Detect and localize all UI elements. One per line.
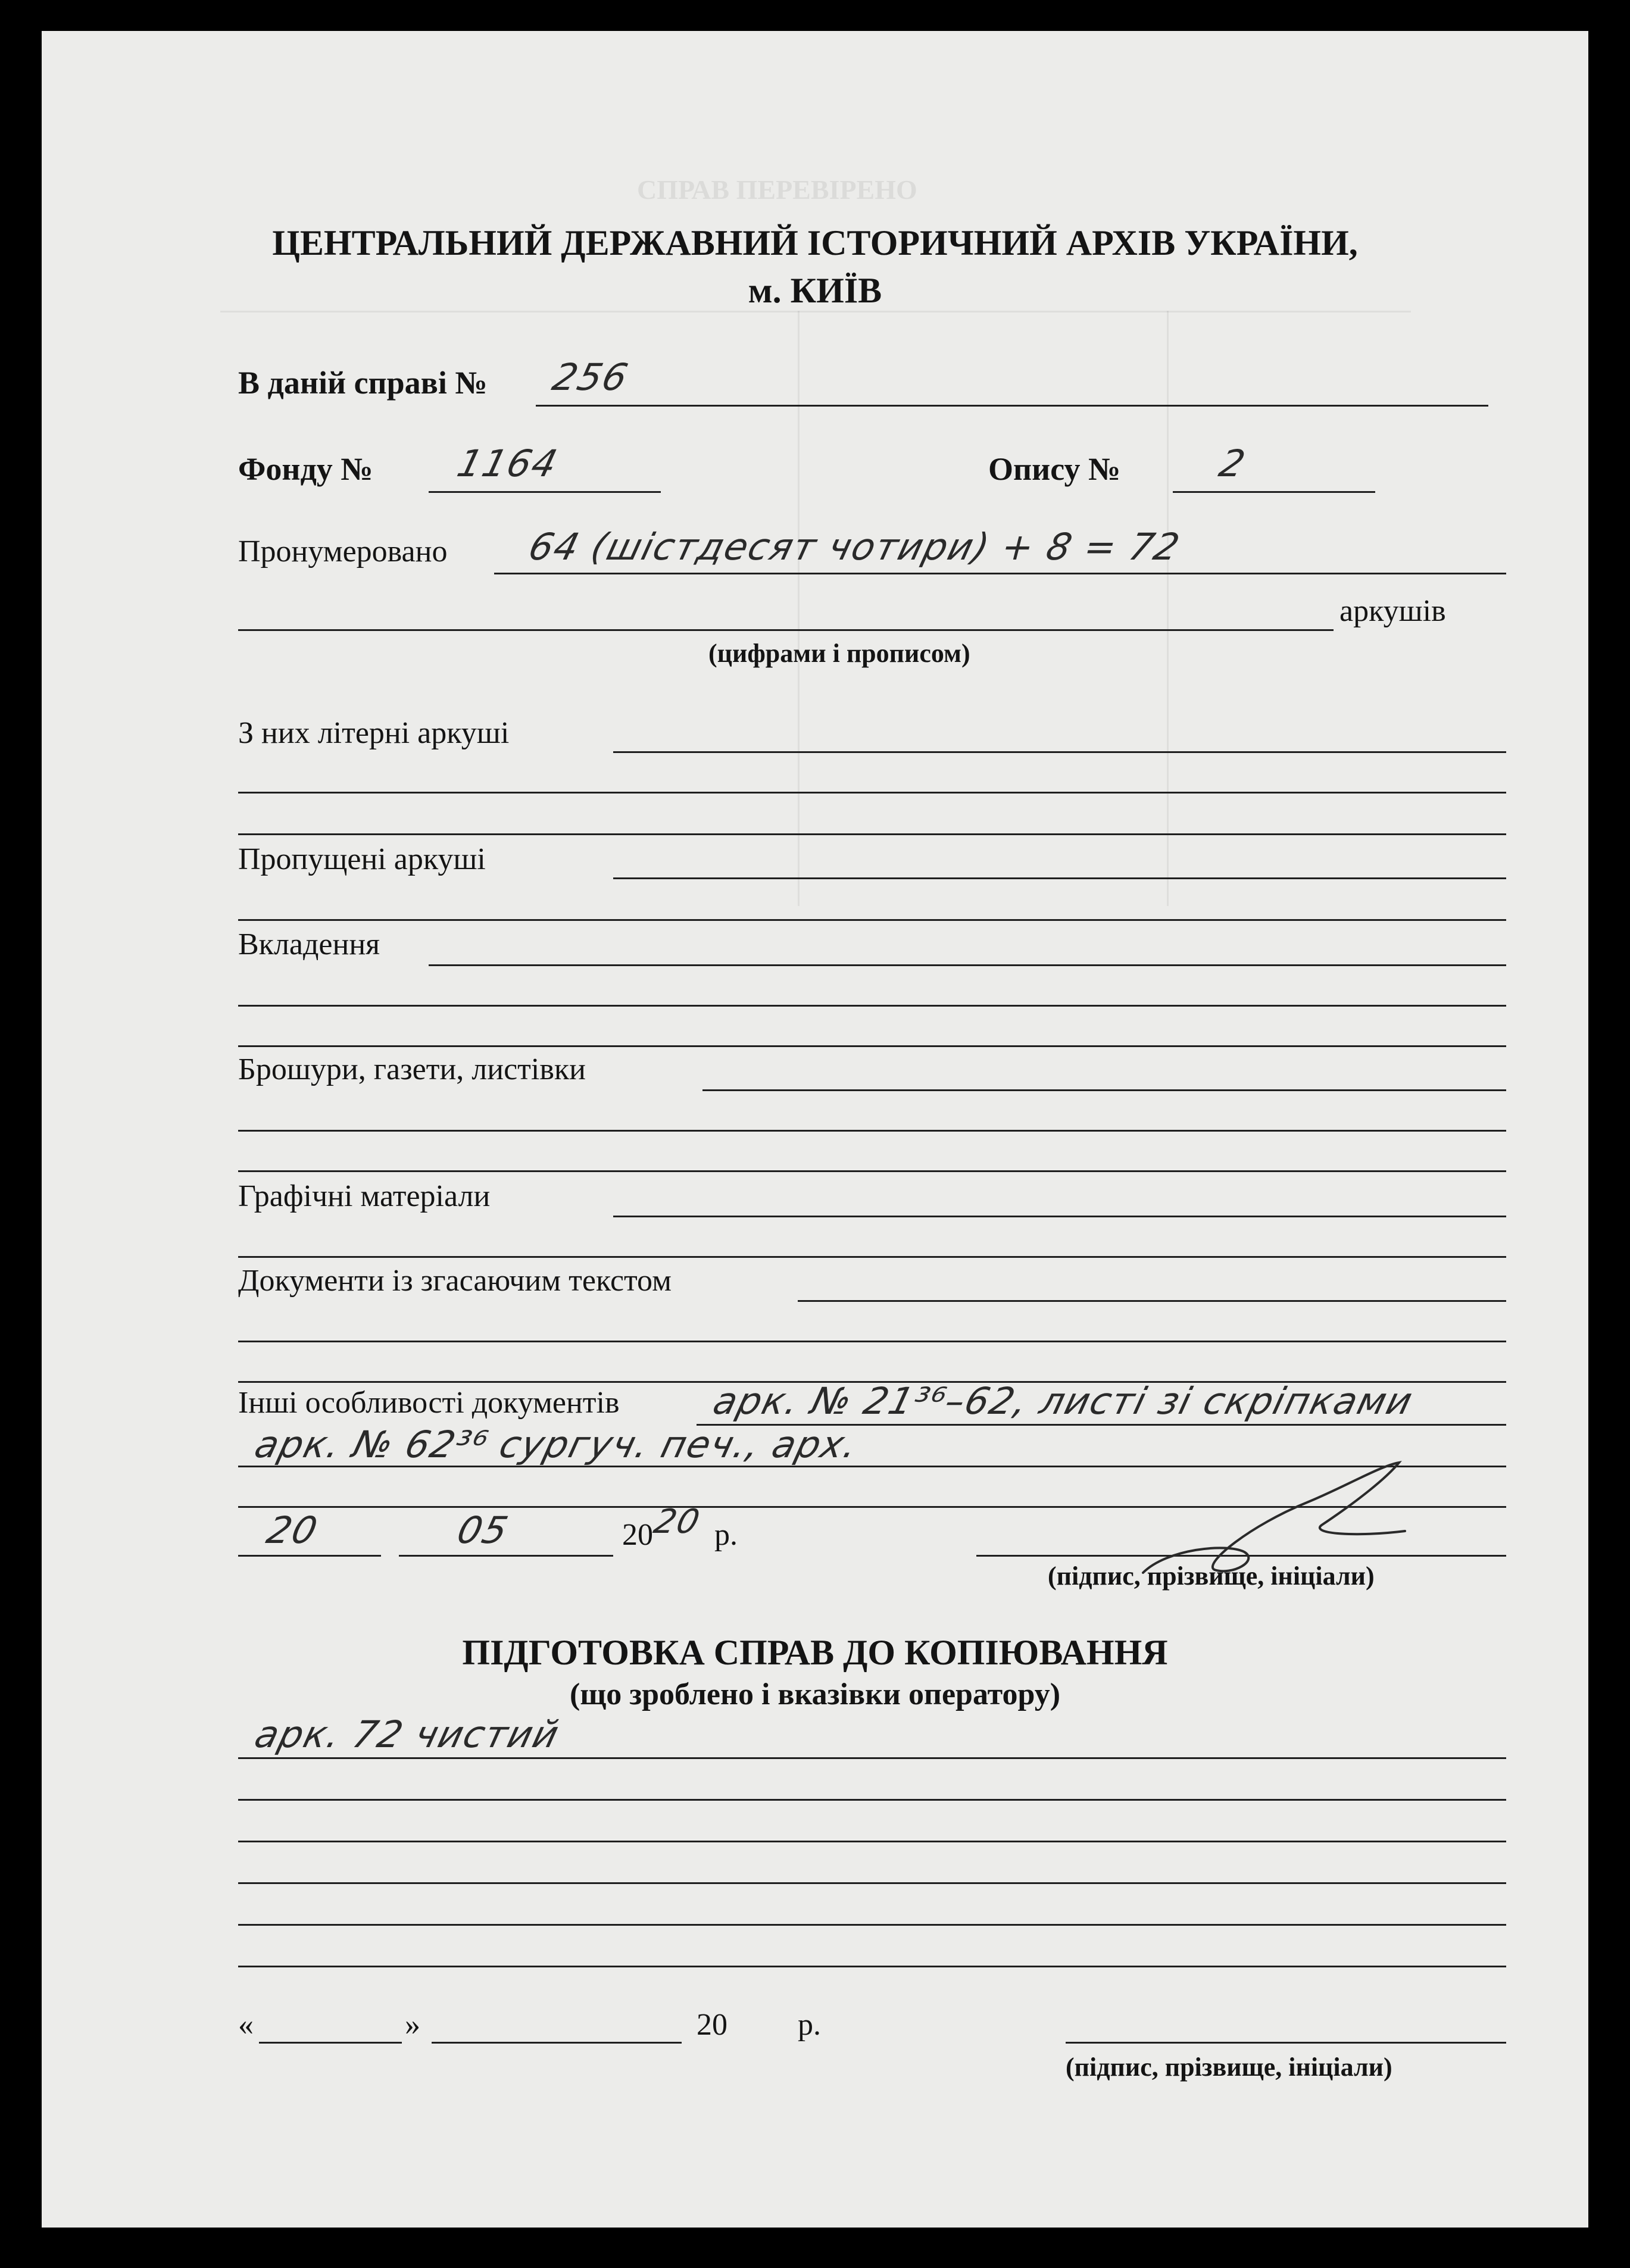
date2-day-line[interactable] [259, 2042, 402, 2044]
date-month-line [399, 1555, 613, 1557]
fading-docs-line-2[interactable] [238, 1341, 1506, 1342]
liter-sheets-line-2[interactable] [238, 792, 1506, 794]
date-day-line [238, 1555, 381, 1557]
case-number-label: В даній справі № [238, 365, 488, 401]
other-features-label: Інші особливості документів [238, 1386, 620, 1420]
copying-notes-line-2[interactable] [238, 1799, 1506, 1801]
numbered-line [494, 573, 1506, 574]
show-through-text: СПРАВ ПЕРЕВІРЕНО [637, 174, 917, 205]
date-year-value[interactable]: 20 [649, 1502, 705, 1541]
skipped-sheets-line[interactable] [613, 877, 1506, 879]
copying-notes-line-1 [238, 1757, 1506, 1759]
opys-label: Опису № [988, 451, 1121, 487]
skipped-sheets-label: Пропущені аркуші [238, 842, 486, 876]
copying-notes-value[interactable]: арк. 72 чистий [250, 1713, 564, 1756]
archive-form-sheet [42, 31, 1588, 2228]
enclosures-line[interactable] [429, 964, 1506, 966]
date2-close-quote: » [405, 2008, 420, 2042]
opys-line [1173, 491, 1375, 493]
numbered-hint: (цифрами і прописом) [708, 639, 970, 668]
copying-notes-line-5[interactable] [238, 1924, 1506, 1926]
liter-sheets-line[interactable] [613, 751, 1506, 753]
numbered-label: Пронумеровано [238, 535, 448, 568]
date2-year-unit: р. [798, 2008, 821, 2042]
show-through-line [798, 311, 800, 906]
case-number-value[interactable]: 256 [548, 355, 633, 399]
fond-label: Фонду № [238, 451, 373, 487]
signature-hint-2: (підпис, прізвище, ініціали) [1066, 2053, 1392, 2082]
opys-value[interactable]: 2 [1214, 442, 1251, 485]
section-subtitle-copying: (що зроблено і вказівки оператору) [569, 1677, 1061, 1711]
other-features-value-1[interactable]: арк. № 21³⁶–62, листі зі скріпками [708, 1379, 1418, 1423]
numbered-value[interactable]: 64 (шістдесят чотири) + 8 = 72 [524, 525, 1185, 568]
date-year-unit: р. [714, 1518, 738, 1552]
enclosures-line-3[interactable] [238, 1045, 1506, 1047]
copying-notes-line-3[interactable] [238, 1841, 1506, 1842]
numbered-suffix: аркушів [1339, 594, 1446, 628]
liter-sheets-line-3[interactable] [238, 833, 1506, 835]
enclosures-line-2[interactable] [238, 1005, 1506, 1007]
date-month-value[interactable]: 05 [452, 1508, 514, 1552]
copying-notes-line-4[interactable] [238, 1882, 1506, 1884]
graphics-line[interactable] [613, 1216, 1506, 1217]
skipped-sheets-line-2[interactable] [238, 919, 1506, 921]
date-day-value[interactable]: 20 [262, 1508, 323, 1552]
case-number-line [536, 405, 1488, 407]
page-subtitle-city: м. КИЇВ [748, 271, 882, 310]
brochures-line-2[interactable] [238, 1130, 1506, 1132]
graphics-line-2[interactable] [238, 1256, 1506, 1258]
numbered-line-2 [238, 629, 1334, 631]
fading-docs-label: Документи із згасаючим текстом [238, 1264, 672, 1298]
fond-line [429, 491, 661, 493]
date-year-prefix: 20 [622, 1518, 653, 1552]
copying-notes-line-6[interactable] [238, 1966, 1506, 1967]
date2-year-prefix: 20 [697, 2008, 727, 2042]
graphics-label: Графічні матеріали [238, 1179, 491, 1213]
brochures-line[interactable] [702, 1089, 1506, 1091]
show-through-line [1167, 311, 1169, 906]
signature-hint: (підпис, прізвище, ініціали) [1048, 1561, 1375, 1591]
brochures-line-3[interactable] [238, 1170, 1506, 1172]
date2-open-quote: « [238, 2008, 254, 2042]
other-features-value-2[interactable]: арк. № 62³⁶ сургуч. печ., арх. [250, 1423, 863, 1466]
fond-value[interactable]: 1164 [452, 442, 563, 485]
liter-sheets-label: З них літерні аркуші [238, 716, 510, 750]
signature-line-2[interactable] [1066, 2042, 1506, 2044]
fading-docs-line[interactable] [798, 1300, 1506, 1302]
section-title-copying: ПІДГОТОВКА СПРАВ ДО КОПІЮВАННЯ [462, 1633, 1168, 1672]
date2-month-line[interactable] [432, 2042, 682, 2044]
enclosures-label: Вкладення [238, 927, 380, 961]
page-title: ЦЕНТРАЛЬНИЙ ДЕРЖАВНИЙ ІСТОРИЧНИЙ АРХІВ УКРАЇНИ, [272, 223, 1358, 263]
brochures-label: Брошури, газети, листівки [238, 1052, 586, 1086]
